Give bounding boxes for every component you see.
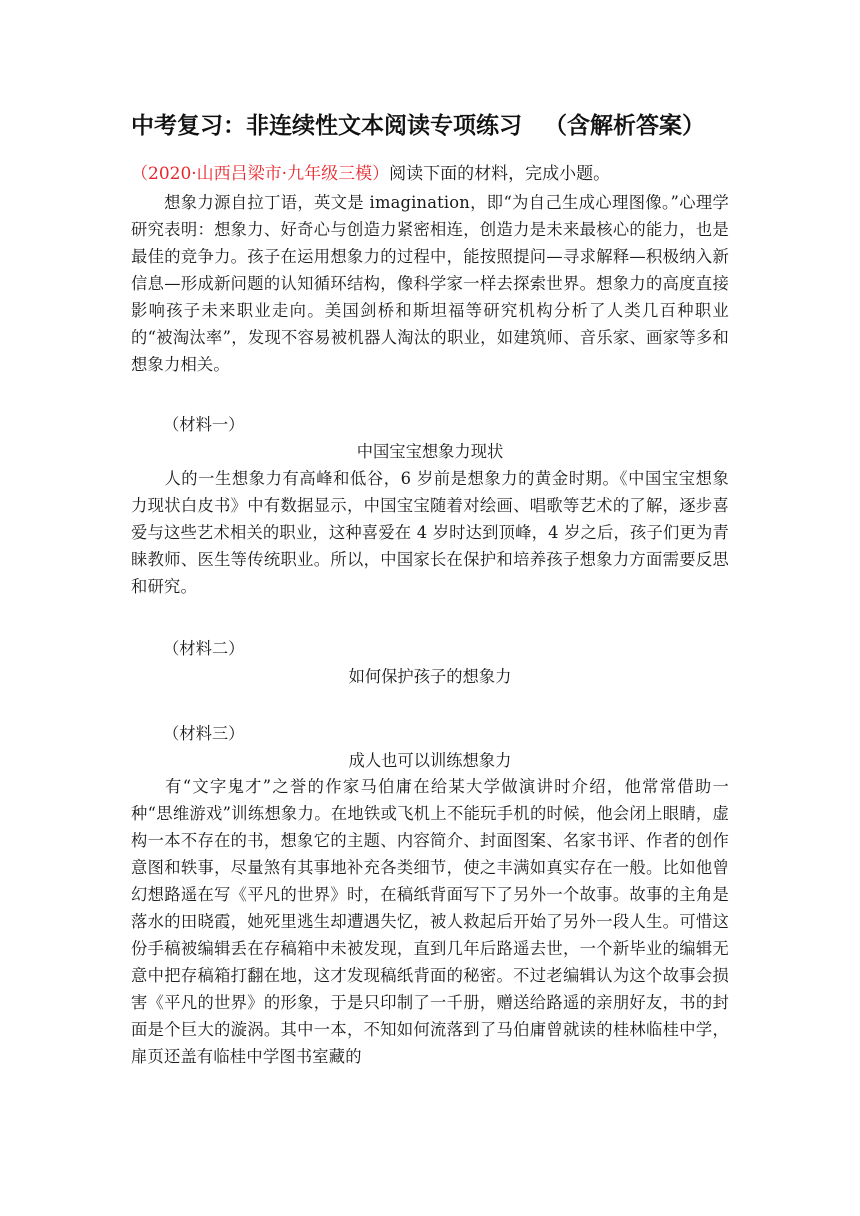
material2-heading: 如何保护孩子的想象力 bbox=[348, 667, 512, 686]
material3-paragraph bbox=[131, 773, 729, 1070]
material1-paragraph bbox=[131, 465, 729, 600]
material1-label: （材料一） bbox=[163, 415, 245, 434]
material1-heading: 中国宝宝想象力现状 bbox=[356, 442, 504, 461]
source-tag: （2020·山西吕梁市·九年级三模） bbox=[131, 164, 390, 184]
source-instruction: 阅读下面的材料，完成小题。 bbox=[389, 164, 611, 184]
material3-heading: 成人也可以训练想象力 bbox=[348, 751, 512, 770]
page-title bbox=[131, 110, 771, 142]
material1-paragraph-text: 人的一生想象力有高峰和低谷，6 岁前是想象力的黄金时期。《中国宝宝想象力现状白皮书》中有数据显示，中国宝宝随着对绘画、唱歌等艺术的了解，逐步喜爱与这些艺术相关的职业，这种喜爱在 4 岁时达到顶峰，4 岁之后，孩子们更为青睐教师、医生等传统职业。所以，中国家长在保护和培养孩子想象力方面需要反思和研究。 bbox=[131, 469, 729, 596]
material3-label: （材料三） bbox=[163, 724, 245, 743]
intro-paragraph-text: 想象力源自拉丁语，英文是 imagination，即“为自己生成心理图像。”心理学研究表明：想象力、好奇心与创造力紧密相连，创造力是未来最核心的能力，也是最佳的竞争力。孩子在运用想象力的过程中，能按照提问—寻求解释—积极纳入新信息—形成新问题的认知循环结构，像科学家一样去探索世界。想象力的高度直接影响孩子未来职业走向。美国剑桥和斯坦福等研究机构分析了人类几百种职业的“被淘汰率”，发现不容易被机器人淘汰的职业，如建筑师、音乐家、画家等多和想象力相关。 bbox=[131, 193, 729, 374]
question-source bbox=[131, 162, 771, 186]
material3-paragraph-text: 有“文字鬼才”之誉的作家马伯庸在给某大学做演讲时介绍，他常常借助一种“思维游戏”训练想象力。在地铁或飞机上不能玩手机的时候，他会闭上眼睛，虚构一本不存在的书，想象它的主题、内容简介、封面图案、名家书评、作者的创作意图和轶事，尽量煞有其事地补充各类细节，使之丰满如真实存在一般。比如他曾幻想路遥在写《平凡的世界》时，在稿纸背面写下了另外一个故事。故事的主角是落水的田晓霞，她死里逃生却遭遇失忆，被人救起后开始了另外一段人生。可惜这份手稿被编辑丢在存稿箱中未被发现，直到几年后路遥去世，一个新毕业的编辑无意中把存稿箱打翻在地，这才发现稿纸背面的秘密。不过老编辑认为这个故事会损害《平凡的世界》的形象，于是只印制了一千册，赠送给路遥的亲朋好友，书的封面是个巨大的漩涡。其中一本，不知如何流落到了马伯庸曾就读的桂林临桂中学，扉页还盖有临桂中学图书室藏的 bbox=[131, 777, 729, 1066]
material2-label: （材料二） bbox=[163, 639, 245, 658]
title-main: 中考复习：非连续性文本阅读专项练习 bbox=[131, 113, 522, 139]
title-suffix: （含解析答案） bbox=[544, 113, 705, 139]
intro-paragraph bbox=[131, 189, 729, 378]
